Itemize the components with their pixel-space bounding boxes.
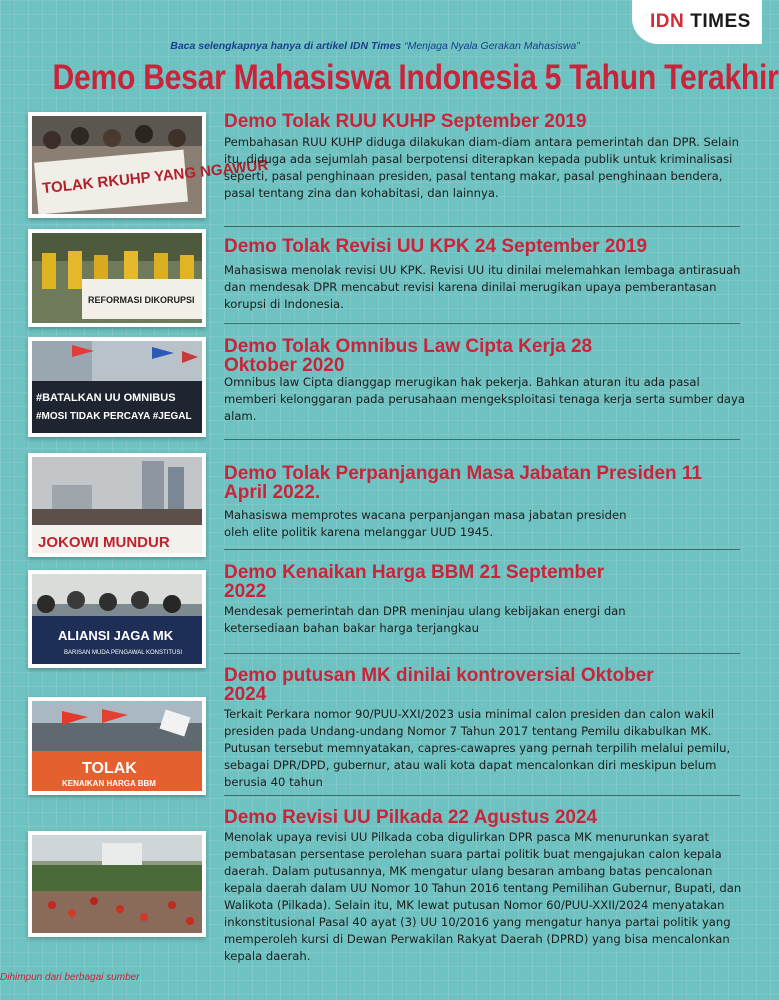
event-description: Mahasiswa menolak revisi UU KPK. Revisi UU itu dinilai melemahkan lembaga antirasuah dan mendesak DPR mencabut revisi karena dinilai merugikan upaya pemberantasan korupsi di Indonesia. <box>224 263 741 311</box>
event-photo-bbm <box>28 570 206 668</box>
photo-banner-omnibus-2: #MOSI TIDAK PERCAYA #JEGAL <box>36 411 192 422</box>
event-title: Demo Tolak Omnibus Law Cipta Kerja 28 Oktober 2020 <box>224 336 593 376</box>
event-title: Demo putusan MK dinilai kontroversial Oktober 2024 <box>224 665 654 705</box>
photo-banner-bbm: ALIANSI JAGA MK <box>58 628 174 643</box>
event-title: Demo Kenaikan Harga BBM 21 September 2022 <box>224 562 605 602</box>
event-description: Mahasiswa memprotes wacana perpanjangan masa jabatan presiden oleh elite politik karena melanggar UUD 1945. <box>224 508 627 539</box>
photo-banner-jabatan: JOKOWI MUNDUR <box>38 534 170 551</box>
source-prefix: Baca selengkapnya hanya di artikel IDN Times <box>170 40 402 52</box>
event-description: Pembahasan RUU KUHP diduga dilakukan diam-diam antara pemerintah dan DPR. Selain itu, diduga ada sejumlah pasal berpotensi diterapkan kepada publik untuk kriminalisasi seperti, pasal penghinaan presiden, pasal tentang makar, pasal penghinaan bendera, pasal tentang zina dan kohabitasi, dan lainnya. <box>224 135 739 200</box>
photo-banner-mk: TOLAK <box>82 760 137 777</box>
event-title: Demo Tolak Revisi UU KPK 24 September 2019 <box>224 236 648 257</box>
event-title: Demo Tolak Perpanjangan Masa Jabatan Presiden 11 April 2022. <box>224 463 702 503</box>
event-description: Menolak upaya revisi UU Pilkada coba digulirkan DPR pasca MK menurunkan syarat pembatasan persentase perolehan suara partai politik buat mengajukan calon kepala daerah. Dalam putusannya, MK mengatur ulang besaran ambang batas pencalonan kepala daerah dalam UU Nomor 10 Tahun 2016 tentang Pemilihan Gubernur, Bupati, dan Walikota (Pilkada). Selain itu, MK lewat putusan Nomor 60/PUU-XXII/2024 menyatakan inkonstitusional Pasal 40 ayat (3) UU 10/2016 yang mengatur hanya partai politik yang memperoleh kursi di Dewan Perwakilan Rakyat Daerah (DPRD) yang bisa mencalonkan kepala daerah. <box>224 830 742 963</box>
event-photo-jabatan <box>28 453 206 557</box>
footer-source-note: Dihimpun dari berbagai sumber <box>0 972 140 983</box>
photo-banner-bbm-2: BARISAN MUDA PENGAWAL KONSTITUSI <box>64 650 183 656</box>
photo-banner-kpk: REFORMASI DIKORUPSI <box>88 295 195 305</box>
source-line <box>0 40 750 52</box>
event-description: Terkait Perkara nomor 90/PUU-XXI/2023 usia minimal calon presiden dan calon wakil presiden pada Undang-undang Nomor 7 Tahun 2017 tentang Pemilu dikabulkan MK. Putusan tersebut memnyatakan, capres-cawapres yang pernah terpilih melalui pemilu, sebagai DPR/DPD, gubernur, atau wali kota dapat mencalonkan diri meskipun belum berusia 40 tahun <box>224 707 731 789</box>
divider <box>224 549 740 550</box>
divider <box>224 795 740 796</box>
event-photo-mk <box>28 697 206 795</box>
photo-banner-omnibus: #BATALKAN UU OMNIBUS <box>36 392 176 404</box>
logo-idn-text: IDN <box>650 11 685 32</box>
logo-times-text: TIMES <box>690 11 751 32</box>
divider <box>224 323 740 324</box>
event-title: Demo Tolak RUU KUHP September 2019 <box>224 111 587 132</box>
divider <box>224 439 740 440</box>
event-photo-pilkada <box>28 831 206 937</box>
event-description: Mendesak pemerintah dan DPR meninjau ulang kebijakan energi dan ketersediaan bahan bakar harga terjangkau <box>224 604 626 635</box>
event-photo-kpk <box>28 229 206 327</box>
divider <box>224 653 740 654</box>
idn-times-logo[interactable] <box>632 0 762 44</box>
source-article: “Menjaga Nyala Gerakan Mahasiswa” <box>404 40 580 52</box>
page-title: Demo Besar Mahasiswa Indonesia 5 Tahun Terakhir <box>52 58 779 97</box>
divider <box>224 226 740 227</box>
photo-banner-mk-2: KENAIKAN HARGA BBM <box>62 779 156 788</box>
photo-banner-rkuhp: TOLAK RKUHP YANG NGAWUR <box>41 156 269 198</box>
event-photo-omnibus <box>28 337 206 437</box>
event-title: Demo Revisi UU Pilkada 22 Agustus 2024 <box>224 807 598 828</box>
event-photo-rkuhp <box>28 112 269 218</box>
event-description: Omnibus law Cipta dianggap merugikan hak pekerja. Bahkan aturan itu ada pasal memberi kelonggaran pada perusahaan mengeksploitasi tenaga kerja serta sumber daya alam. <box>224 375 745 423</box>
